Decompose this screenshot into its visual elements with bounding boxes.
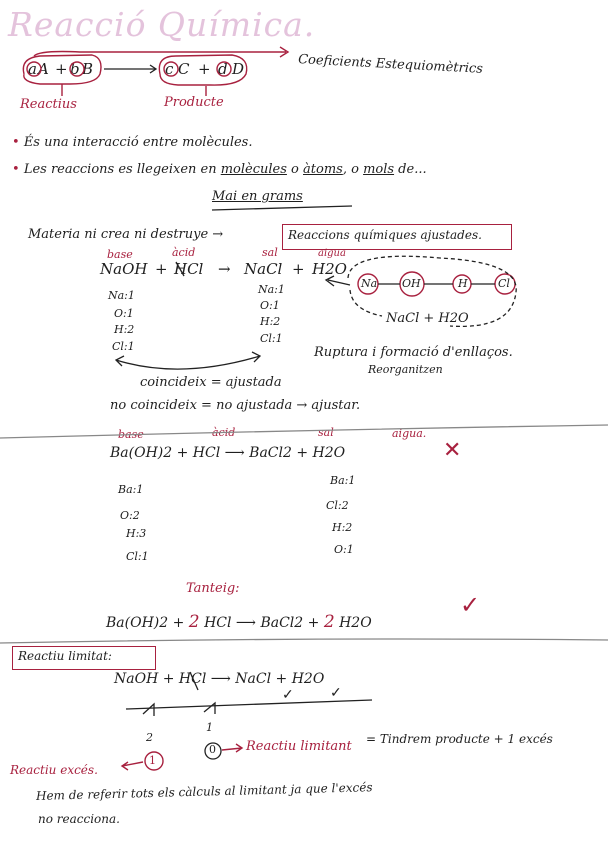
hem-text-2: no reacciona. — [38, 812, 120, 826]
left-count: H:2 — [114, 323, 135, 336]
exces-label: Reactiu excés. — [10, 763, 98, 777]
atom-cl: Cl — [498, 277, 510, 290]
page-title: Reacció Química. — [8, 5, 316, 44]
diagram-product: NaCl + H2O — [386, 311, 469, 326]
reaction-arrow: → — [218, 260, 231, 278]
coefficients-label: Coeficients Estequiomètrics — [297, 52, 484, 77]
left-count: O:1 — [114, 307, 134, 320]
coincideix-text: coincideix = ajustada — [140, 375, 282, 390]
balanced-coef: 2 — [188, 612, 200, 632]
label-base: base — [107, 248, 133, 261]
coef-d: d — [218, 60, 228, 78]
circled-one: 1 — [149, 754, 156, 767]
left-count: Na:1 — [108, 289, 135, 302]
tick-mark: ✓ — [330, 685, 342, 701]
no-coincideix-text: no coincideix = no ajustada → ajustar. — [110, 398, 361, 413]
label-acid: àcid — [172, 246, 196, 259]
right-count: O:1 — [260, 299, 280, 312]
reactants-label: Reactius — [20, 97, 77, 112]
label-base: base — [118, 428, 144, 441]
atom-oh: OH — [402, 277, 421, 290]
bullet-dot: • — [12, 162, 20, 177]
reorganitzen-text: Reorganitzen — [368, 363, 443, 376]
balanced-part: H2O — [334, 615, 372, 631]
plus-sign: + — [155, 260, 168, 278]
left-count: O:2 — [120, 509, 140, 522]
balanced-part: HCl ⟶ BaCl2 + — [199, 615, 324, 631]
species-d: D — [232, 60, 245, 78]
tindrem-text: = Tindrem producte + 1 excés — [366, 732, 553, 746]
coef-b: b — [70, 60, 80, 78]
ruptura-text: Ruptura i formació d'enllaços. — [314, 345, 513, 360]
species-a: A — [38, 60, 49, 78]
cross-mark: ✕ — [443, 438, 462, 463]
bullet-2-atoms: àtoms — [303, 162, 343, 177]
right-count: O:1 — [334, 543, 354, 556]
bullet-2-pre: Les reaccions es llegeixen en — [23, 162, 221, 177]
bullet-1 — [12, 136, 252, 149]
adjusted-reactions-label: Reaccions químiques ajustades. — [288, 228, 482, 242]
label-aigua: aigua — [318, 248, 346, 259]
circled-zero: 0 — [209, 743, 216, 756]
plus-sign: + — [292, 260, 305, 278]
right-count: Cl:1 — [260, 332, 283, 345]
count-one: 1 — [206, 721, 213, 734]
coef-a: a — [28, 60, 37, 78]
bullet-1-text: És una interacció entre molècules. — [23, 135, 253, 150]
left-count: Ba:1 — [118, 483, 144, 496]
plus-sign: + — [198, 60, 211, 78]
products-label: Producte — [164, 95, 224, 110]
formula-h2o: H2O — [312, 260, 347, 278]
plus-sign: + — [55, 60, 68, 78]
balanced-equation — [106, 614, 372, 631]
hem-text-1: Hem de referir tots els càlculs al limitant ja que l'excés — [35, 780, 373, 803]
limitant-label: Reactiu limitant — [246, 739, 352, 754]
atom-h: H — [458, 277, 468, 290]
bullet-2-molecules: molècules — [220, 162, 287, 177]
formula-hcl: HCl — [174, 260, 204, 278]
limitat-label: Reactiu limitat: — [18, 649, 112, 663]
left-count: Cl:1 — [112, 340, 135, 353]
right-count: H:2 — [332, 521, 353, 534]
balanced-coef: 2 — [323, 612, 335, 632]
bullet-2-o2: , o — [342, 162, 364, 177]
tick-mark: ✓ — [282, 687, 294, 703]
balanced-part: Ba(OH)2 + — [106, 615, 189, 631]
materia-text: Materia ni crea ni destruye → — [28, 227, 224, 242]
label-sal: sal — [262, 246, 278, 259]
label-aigua: aigua. — [392, 427, 427, 440]
right-count: Ba:1 — [330, 474, 356, 487]
bullet-2 — [12, 163, 427, 176]
formula-nacl: NaCl — [244, 260, 283, 278]
species-b: B — [82, 60, 94, 78]
atom-na: Na — [361, 277, 378, 290]
bullet-dot: • — [12, 135, 20, 150]
coef-c: c — [165, 60, 174, 78]
count-two: 2 — [146, 731, 153, 744]
tanteig-label: Tanteig: — [186, 581, 240, 596]
species-c: C — [178, 60, 190, 78]
limit-equation: NaOH + HCl ⟶ NaCl + H2O — [114, 671, 325, 687]
bullet-2-mols: mols — [363, 162, 395, 177]
left-count: H:3 — [126, 527, 147, 540]
label-acid: àcid — [212, 426, 236, 439]
right-count: Na:1 — [258, 283, 285, 296]
right-count: H:2 — [260, 315, 281, 328]
mai-en-grams: Mai en grams — [212, 189, 303, 204]
check-mark: ✓ — [460, 591, 481, 619]
label-sal: sal — [318, 426, 334, 439]
bullet-2-o1: o — [286, 162, 304, 177]
equation-2: Ba(OH)2 + HCl ⟶ BaCl2 + H2O — [110, 445, 346, 461]
formula-naoh: NaOH — [100, 260, 148, 278]
bullet-2-post: de... — [394, 162, 427, 177]
left-count: Cl:1 — [126, 550, 149, 563]
right-count: Cl:2 — [326, 499, 349, 512]
